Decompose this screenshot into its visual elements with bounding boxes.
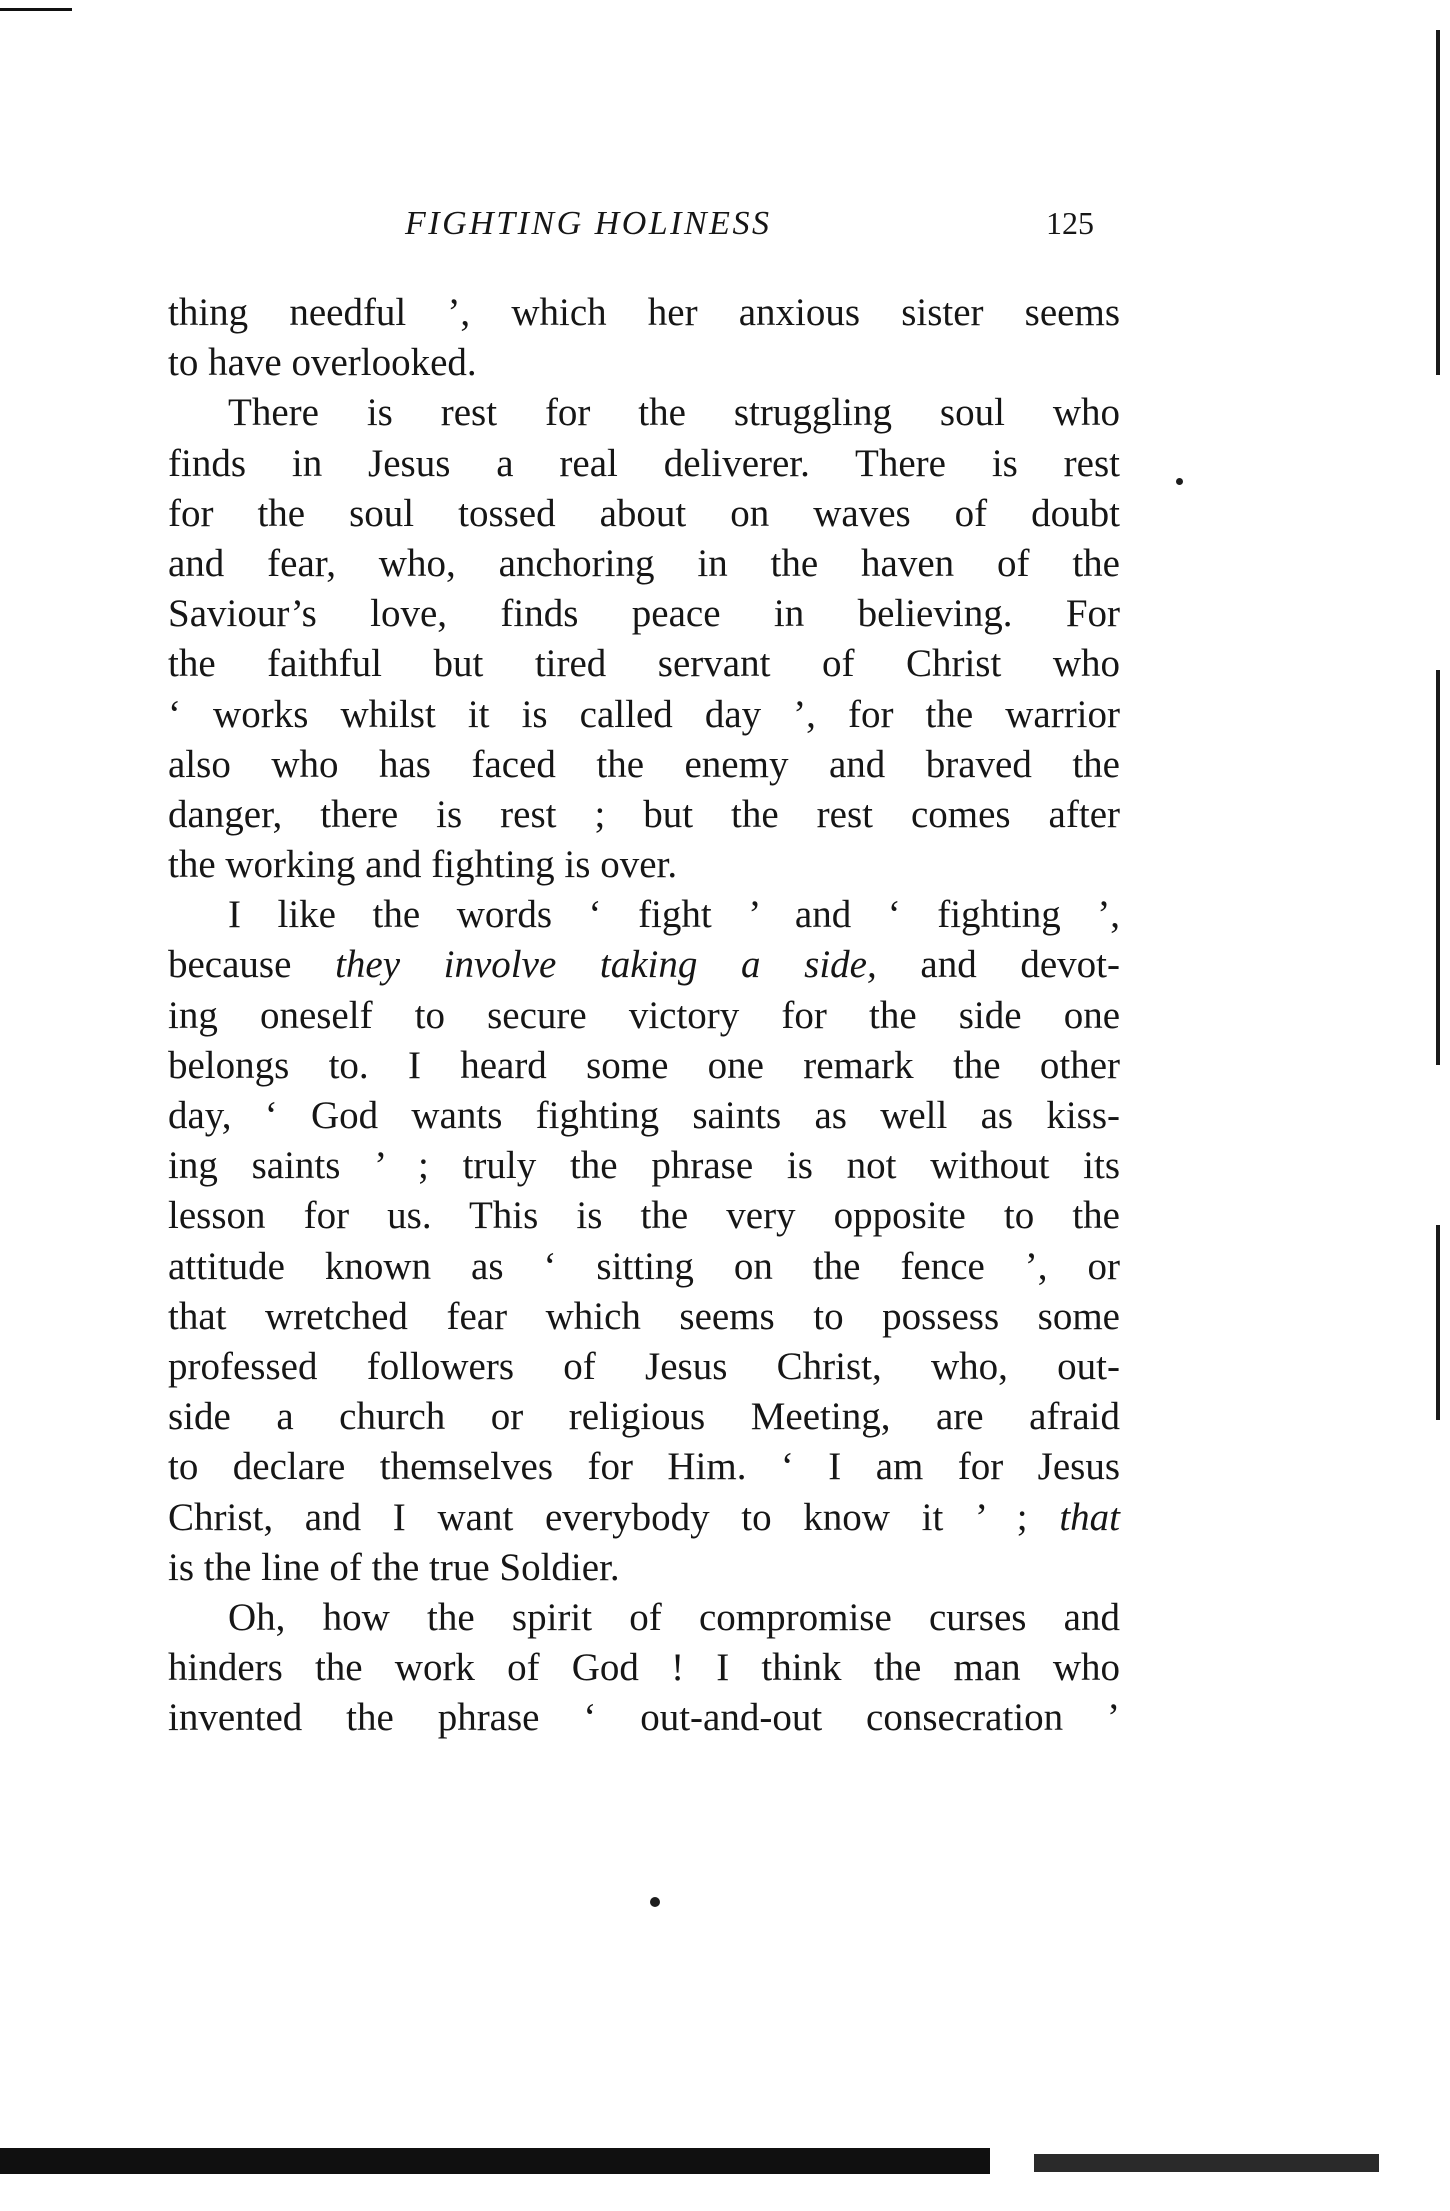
text-line: side a church or religious Meeting, are afraid (168, 1395, 1120, 1439)
scan-bottom-edge (0, 2148, 990, 2174)
text-line: hinders the work of God ! I think the man who (168, 1646, 1120, 1690)
text-line: ing oneself to secure victory for the side one (168, 993, 1120, 1037)
text-line: I like the words ‘ fight ’ and ‘ fighting ’, (228, 893, 1120, 937)
text-line-mixed (168, 1493, 1120, 1543)
scan-speck (650, 1897, 660, 1907)
text-line-mixed (168, 940, 1120, 990)
text-line: day, ‘ God wants fighting saints as well as kiss- (168, 1094, 1120, 1137)
scan-edge-shadow (1436, 670, 1440, 1065)
scan-edge-shadow (1436, 30, 1440, 375)
text-line: attitude known as ‘ sitting on the fence ’, or (168, 1244, 1120, 1288)
text-line: to declare themselves for Him. ‘ I am for Jesus (168, 1445, 1120, 1489)
scan-mark (0, 8, 72, 11)
text-line: the faithful but tired servant of Christ who (168, 642, 1120, 686)
italic-phrase: they involve taking a side, (335, 943, 877, 987)
text-line: to have overlooked. (168, 341, 477, 385)
text-line: the working and fighting is over. (168, 843, 678, 887)
text-run: because (168, 943, 336, 987)
page-number: 125 (1046, 205, 1094, 241)
text-run: Christ, and I want everybody to know it ’ ; (168, 1495, 1060, 1539)
italic-word: that (1059, 1495, 1120, 1539)
text-run: and devot- (876, 943, 1120, 987)
text-line: There is rest for the struggling soul who (228, 391, 1120, 435)
text-line: for the soul tossed about on waves of doubt (168, 491, 1120, 535)
running-head (0, 205, 1450, 255)
text-line: professed followers of Jesus Christ, who, out- (168, 1344, 1120, 1388)
text-line: danger, there is rest ; but the rest comes after (168, 792, 1120, 836)
text-line: invented the phrase ‘ out-and-out consecration ’ (168, 1696, 1120, 1740)
text-line: thing needful ’, which her anxious sister seems (168, 291, 1120, 334)
text-line: and fear, who, anchoring in the haven of the (168, 541, 1120, 585)
text-line: that wretched fear which seems to possess some (168, 1294, 1120, 1338)
text-line: belongs to. I heard some one remark the other (168, 1043, 1120, 1087)
scan-bottom-edge (1034, 2154, 1379, 2172)
text-line: Oh, how the spirit of compromise curses and (228, 1595, 1120, 1639)
text-line: finds in Jesus a real deliverer. There is rest (168, 441, 1120, 485)
text-line: Saviour’s love, finds peace in believing. For (168, 592, 1120, 636)
body-text (168, 288, 1120, 1743)
text-line: also who has faced the enemy and braved the (168, 742, 1120, 786)
text-line: is the line of the true Soldier. (168, 1545, 620, 1589)
text-line: ‘ works whilst it is called day ’, for the warrior (168, 692, 1120, 736)
scan-speck (1176, 478, 1183, 485)
text-line: lesson for us. This is the very opposite to the (168, 1194, 1120, 1238)
scan-edge-shadow (1436, 1225, 1440, 1420)
running-title: FIGHTING HOLINESS (405, 205, 772, 242)
text-line: ing saints ’ ; truly the phrase is not without its (168, 1144, 1120, 1188)
